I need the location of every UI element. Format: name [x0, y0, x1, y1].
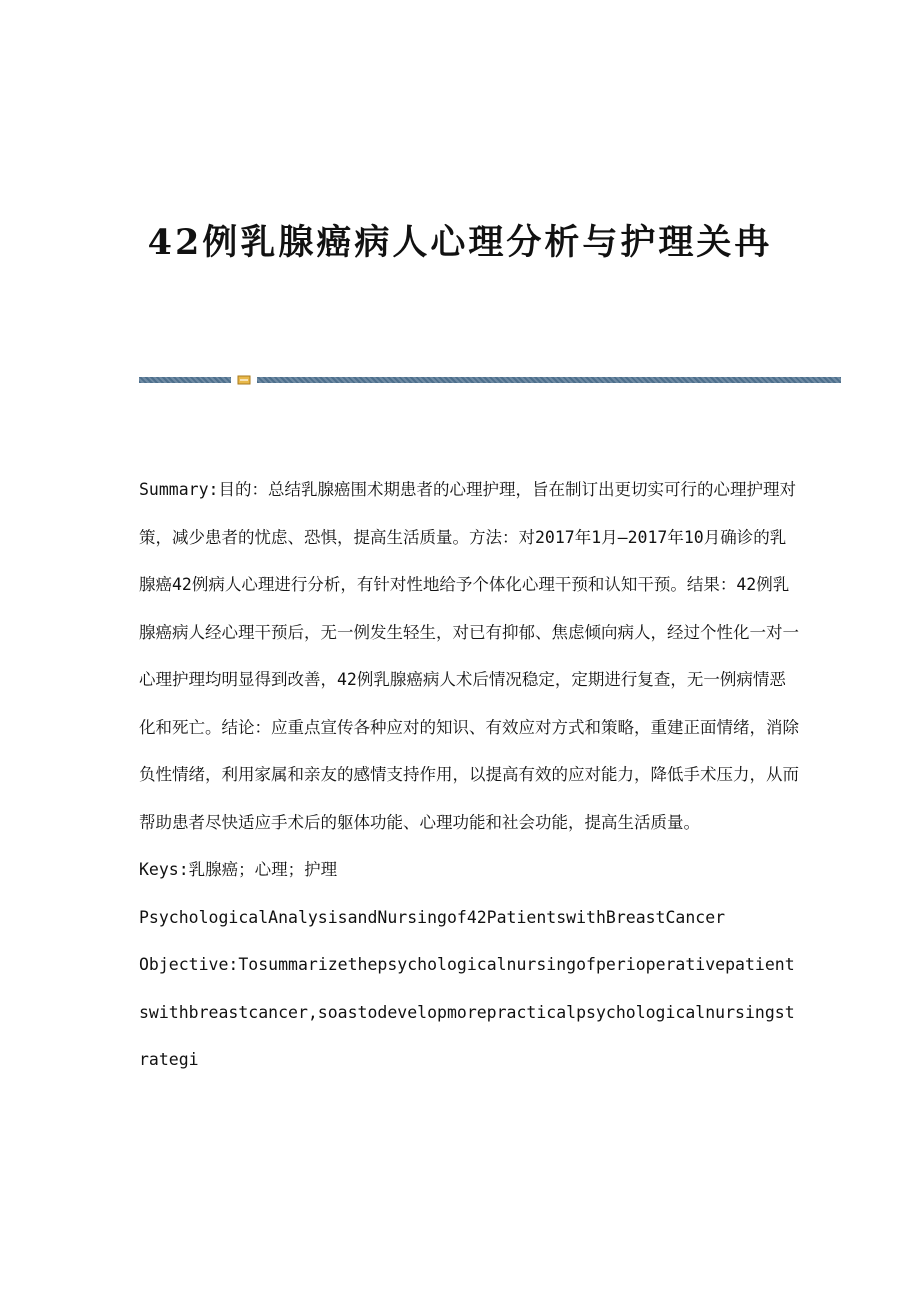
objective-text: Tosummarizethepsychologicalnursingofperioperativepatientswithbreastcancer,soastodevelopmorepracticalpsychologicalnursingstrategi — [139, 955, 795, 1069]
summary-paragraph — [139, 466, 799, 846]
divider-bar-right — [257, 377, 841, 383]
summary-text: 目的：总结乳腺癌围术期患者的心理护理，旨在制订出更切实可行的心理护理对策，减少患者的忧虑、恐惧，提高生活质量。方法：对2017年1月—2017年10月确诊的乳腺癌42例病人心理进行分析，有针对性地给予个体化心理干预和认知干预。结果：42例乳腺癌病人经心理干预后，无一例发生轻生，对已有抑郁、焦虑倾向病人，经过个性化一对一心理护理均明显得到改善，42例乳腺癌病人术后情况稳定，定期进行复查，无一例病情恶化和死亡。结论：应重点宣传各种应对的知识、有效应对方式和策略，重建正面情绪，消除负性情绪，利用家属和亲友的感情支持作用，以提高有效的应对能力，降低手术压力，从而帮助患者尽快适应手术后的躯体功能、心理功能和社会功能，提高生活质量。 — [139, 480, 799, 832]
ornament-icon — [237, 374, 251, 386]
summary-label: Summary: — [139, 480, 219, 499]
keys-paragraph — [139, 846, 799, 894]
document-title: 42例乳腺癌病人心理分析与护理关冉 — [147, 222, 773, 263]
objective-label: Objective: — [139, 955, 239, 974]
english-title: PsychologicalAnalysisandNursingof42PatientswithBreastCancer — [139, 907, 726, 927]
divider-bar-left — [139, 377, 231, 383]
title-divider — [139, 374, 841, 386]
keys-text: 乳腺癌；心理；护理 — [188, 860, 338, 879]
keys-label: Keys: — [139, 860, 189, 879]
objective-paragraph — [139, 941, 799, 1084]
document-body — [139, 466, 799, 1084]
